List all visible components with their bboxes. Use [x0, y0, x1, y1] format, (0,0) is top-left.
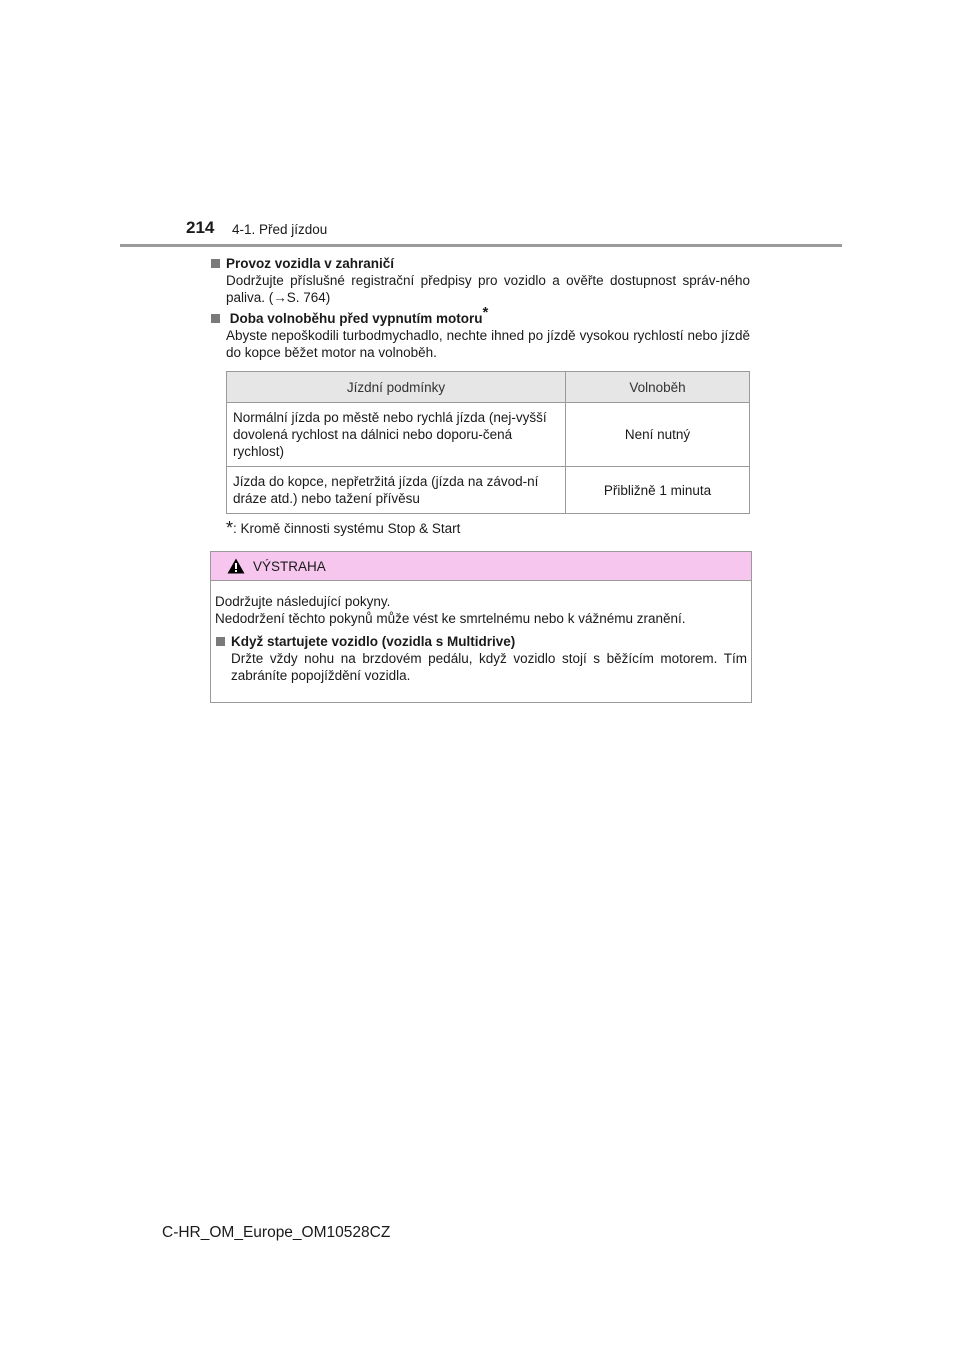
table-header-cell: Volnoběh — [566, 372, 750, 403]
item-heading — [210, 304, 750, 327]
section-title: 4-1. Před jízdou — [232, 222, 328, 237]
list-item — [215, 633, 747, 684]
asterisk-mark: * — [482, 304, 489, 321]
footnote — [226, 520, 750, 537]
footnote-text: : Kromě činnosti systému Stop & Start — [233, 521, 461, 536]
bullet-square-icon — [216, 637, 225, 646]
warning-line: Dodržujte následující pokyny. — [215, 594, 391, 609]
idle-table — [226, 371, 750, 514]
item-body: Dodržujte příslušné registrační předpisy pro vozidlo a ověřte dostupnost správ-ného paliva. (→S. 764) — [226, 273, 750, 305]
table-header-row — [227, 372, 750, 403]
footnote-mark: * — [226, 518, 234, 538]
item-heading — [210, 255, 750, 272]
bullet-square-icon — [211, 314, 220, 323]
warning-body — [211, 581, 751, 702]
bullet-square-icon — [211, 259, 220, 268]
warning-line: Nedodržení těchto pokynů může vést ke smrtelnému nebo k vážnému zranění. — [215, 611, 686, 626]
warning-title: VÝSTRAHA — [253, 558, 326, 574]
item-heading-text: Provoz vozidla v zahraničí — [226, 256, 395, 271]
item-heading-text — [226, 304, 489, 327]
page-number: 214 — [186, 218, 215, 237]
table-row — [227, 467, 750, 514]
table-cell: Přibližně 1 minuta — [566, 467, 750, 514]
table-cell: Jízda do kopce, nepřetržitá jízda (jízda na závod-ní dráze atd.) nebo tažení přívěsu — [227, 467, 566, 514]
list-item — [210, 255, 750, 306]
item-body: Abyste nepoškodili turbodmychadlo, nechte ihned po jízdě vysokou rychlostí nebo jízdě do kopce běžet motor na volnoběh. — [226, 328, 750, 360]
item-heading-text: Když startujete vozidlo (vozidla s Multidrive) — [231, 634, 516, 649]
footer-doc-id: C-HR_OM_Europe_OM10528CZ — [162, 1224, 391, 1241]
warning-header — [211, 552, 751, 581]
item-body: Držte vždy nohu na brzdovém pedálu, když vozidlo stojí s běžícím motorem. Tím zabráníte popojíždění vozidla. — [231, 651, 747, 683]
table-cell: Není nutný — [566, 403, 750, 467]
table-header-cell: Jízdní podmínky — [227, 372, 566, 403]
list-item — [210, 304, 750, 361]
main-content — [210, 255, 750, 703]
table-cell: Normální jízda po městě nebo rychlá jízda (nej-vyšší dovolená rychlost na dálnici nebo doporu-čená rychlost) — [227, 403, 566, 467]
header-rule — [120, 244, 842, 247]
table-row — [227, 403, 750, 467]
warning-box — [210, 551, 752, 703]
item-heading-label: Doba volnoběhu před vypnutím motoru — [229, 311, 483, 326]
item-heading — [215, 633, 747, 650]
warning-triangle-icon — [227, 558, 245, 574]
